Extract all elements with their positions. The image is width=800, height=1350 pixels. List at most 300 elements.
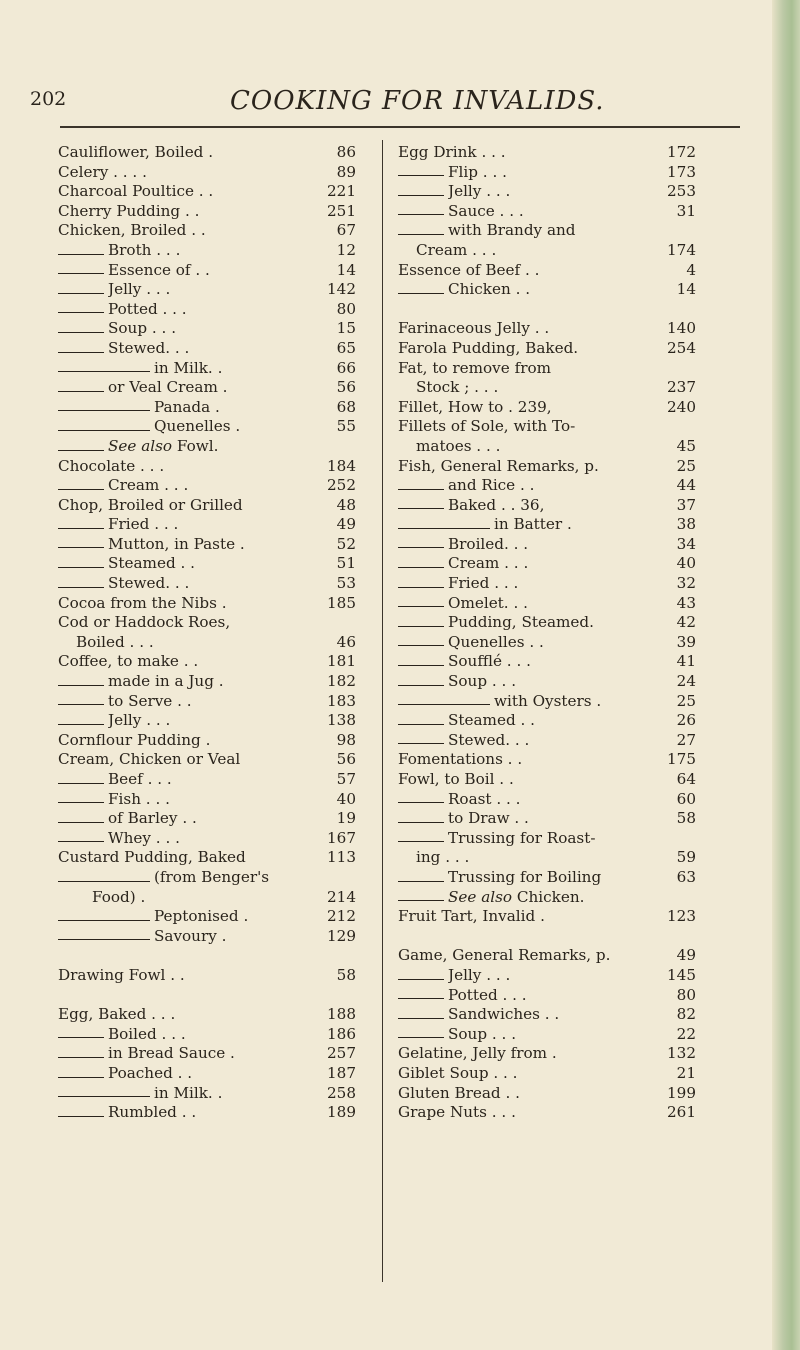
ditto-dash (58, 489, 104, 490)
entry-page: 55 (336, 417, 356, 436)
ditto-dash (398, 567, 444, 568)
entry-label: or Veal Cream . (108, 378, 228, 397)
running-head: COOKING FOR INVALIDS. (230, 86, 605, 116)
entry-label: Pudding, Steamed. (448, 613, 594, 632)
entry-label: Farola Pudding, Baked. (398, 338, 579, 357)
ditto-dash (58, 783, 104, 784)
entry-label: in Milk. . (154, 1083, 223, 1102)
entry-page: 89 (336, 162, 356, 181)
entry-label: Fish, General Remarks, p. (398, 456, 599, 475)
entry-label: Stock ; . . . (416, 378, 499, 397)
index-entry (398, 1064, 700, 1084)
index-entry (398, 946, 700, 966)
entry-page: 187 (327, 1063, 356, 1082)
entry-page: 65 (336, 338, 356, 357)
ditto-dash (58, 547, 104, 548)
header-rule (60, 126, 740, 128)
entry-page: 237 (667, 378, 696, 397)
entry-page: 27 (676, 730, 696, 749)
entry-page: 67 (336, 221, 356, 240)
index-entry (398, 1025, 700, 1045)
entry-label: ing . . . (416, 848, 470, 867)
index-entry (58, 182, 360, 202)
index-entry (58, 750, 360, 770)
index-entry (398, 770, 700, 790)
entry-label: Stewed. . . (448, 730, 530, 749)
column-divider (382, 140, 383, 1282)
entry-page: 212 (327, 907, 356, 926)
entry-label: Cream . . . (416, 240, 497, 259)
ditto-dash (58, 567, 104, 568)
index-entry (398, 163, 700, 183)
entry-page: 56 (336, 750, 356, 769)
entry-label: Cream . . . (108, 476, 189, 495)
index-entry (58, 711, 360, 731)
entry-label: Quenelles . (154, 417, 241, 436)
index-entry (58, 280, 360, 300)
index-entry (58, 261, 360, 281)
entry-label: Charcoal Poultice . . (58, 182, 214, 201)
index-entry (398, 574, 700, 594)
entry-label: in Batter . (494, 515, 572, 534)
entry-label: Roast . . . (448, 789, 521, 808)
ditto-dash (58, 1116, 104, 1117)
ditto-dash (58, 724, 104, 725)
entry-page: 43 (676, 593, 696, 612)
index-entry (58, 535, 360, 555)
ditto-dash (58, 587, 104, 588)
ditto-dash (58, 450, 104, 451)
entry-label: Potted . . . (108, 299, 187, 318)
ditto-dash (58, 312, 104, 313)
index-entry (58, 163, 360, 183)
index-entry (58, 848, 360, 868)
entry-page: 14 (336, 260, 356, 279)
entry-label: Peptonised . (154, 907, 249, 926)
entry-page: 40 (336, 789, 356, 808)
entry-page: 129 (327, 926, 356, 945)
index-gap (58, 986, 360, 1006)
index-entry (398, 398, 700, 418)
entry-page: 58 (336, 965, 356, 984)
index-entry (398, 417, 700, 437)
entry-page: 25 (676, 456, 696, 475)
entry-label: Giblet Soup . . . (398, 1063, 518, 1082)
entry-page: 60 (676, 789, 696, 808)
ditto-dash (58, 410, 150, 411)
index-entry (398, 457, 700, 477)
entry-page: 38 (676, 515, 696, 534)
page-header (30, 86, 750, 122)
ditto-dash (398, 587, 444, 588)
index-entry (58, 496, 360, 516)
index-entry (58, 554, 360, 574)
entry-page: 44 (676, 476, 696, 495)
ditto-dash (398, 979, 444, 980)
entry-label: (from Benger's (154, 867, 270, 886)
entry-page: 4 (686, 260, 696, 279)
entry-label: See also Fowl. (108, 436, 219, 455)
index-entry (58, 221, 360, 241)
index-entry (58, 1064, 360, 1084)
index-entry (398, 202, 700, 222)
index-entry (398, 261, 700, 281)
index-entry (398, 613, 700, 633)
entry-page: 173 (667, 162, 696, 181)
entry-label: Cornflour Pudding . (58, 730, 211, 749)
entry-label: Fomentations . . (398, 750, 523, 769)
entry-label: Jelly . . . (448, 965, 511, 984)
entry-label: Cocoa from the Nibs . (58, 593, 227, 612)
ditto-dash (398, 626, 444, 627)
entry-label: Beef . . . (108, 770, 172, 788)
entry-label: Fillet, How to . 239, (398, 397, 552, 416)
index-entry (58, 907, 360, 927)
entry-page: 45 (676, 436, 696, 455)
entry-page: 186 (327, 1024, 356, 1043)
index-column-left (58, 143, 360, 1123)
entry-label: Essence of . . (108, 260, 210, 279)
entry-page: 252 (327, 476, 356, 495)
ditto-dash (398, 802, 444, 803)
ditto-dash (398, 547, 444, 548)
entry-page: 140 (667, 319, 696, 338)
entry-label: Omelet. . . (448, 593, 528, 612)
entry-label: Mutton, in Paste . (108, 534, 245, 553)
index-entry (398, 731, 700, 751)
entry-label: Farinaceous Jelly . . (398, 319, 550, 338)
entry-page: 31 (676, 201, 696, 220)
entry-page: 167 (327, 828, 356, 847)
index-entry (58, 417, 360, 437)
index-entry (398, 888, 700, 908)
entry-label: Broiled. . . (448, 534, 529, 553)
entry-label: Cherry Pudding . . (58, 201, 200, 220)
index-entry (398, 750, 700, 770)
entry-page: 59 (676, 848, 696, 867)
entry-page: 41 (676, 652, 696, 671)
entry-label: Soup . . . (108, 319, 177, 338)
index-entry (398, 437, 700, 457)
entry-page: 188 (327, 1005, 356, 1024)
entry-page: 138 (327, 711, 356, 730)
entry-label: Chop, Broiled or Grilled (58, 495, 243, 514)
entry-page: 98 (336, 730, 356, 749)
index-gap (58, 946, 360, 966)
entry-page: 48 (336, 495, 356, 514)
entry-page: 80 (676, 985, 696, 1004)
ditto-dash (398, 724, 444, 725)
entry-page: 14 (676, 280, 696, 299)
index-entry (58, 594, 360, 614)
ditto-dash (398, 195, 444, 196)
entry-label: Jelly . . . (108, 711, 171, 730)
index-entry (58, 202, 360, 222)
entry-page: 39 (676, 632, 696, 651)
entry-page: 12 (336, 240, 356, 259)
entry-label: Cod or Haddock Roes, (58, 613, 231, 632)
ditto-dash (398, 175, 444, 176)
index-entry (58, 319, 360, 339)
entry-page: 253 (667, 182, 696, 201)
entry-label: Fried . . . (108, 515, 179, 534)
entry-label: Gelatine, Jelly from . (398, 1044, 557, 1063)
entry-label: Cream . . . (448, 554, 529, 573)
entry-page: 82 (676, 1005, 696, 1024)
entry-page: 184 (327, 456, 356, 475)
index-entry (58, 339, 360, 359)
index-gap (398, 927, 700, 947)
entry-page: 21 (676, 1063, 696, 1082)
entry-page: 261 (667, 1103, 696, 1122)
index-entry (398, 319, 700, 339)
index-entry (58, 457, 360, 477)
index-entry (58, 1025, 360, 1045)
ditto-dash (58, 881, 150, 882)
ditto-dash (398, 1018, 444, 1019)
entry-page: 42 (676, 613, 696, 632)
entry-page: 56 (336, 378, 356, 397)
index-entry (398, 1103, 700, 1123)
index-entry (58, 300, 360, 320)
entry-label: Cream, Chicken or Veal (58, 750, 241, 769)
entry-page: 254 (667, 338, 696, 357)
entry-label: Coffee, to make . . (58, 652, 199, 671)
index-entry (398, 986, 700, 1006)
entry-page: 53 (336, 574, 356, 593)
index-entry (58, 790, 360, 810)
entry-page: 49 (676, 946, 696, 965)
ditto-dash (58, 1037, 104, 1038)
ditto-dash (58, 1077, 104, 1078)
index-entry (58, 1005, 360, 1025)
entry-label: Egg, Baked . . . (58, 1005, 176, 1024)
entry-label: Trussing for Roast- (448, 828, 596, 847)
index-entry (58, 927, 360, 947)
entry-label: in Bread Sauce . (108, 1044, 235, 1063)
entry-label: Baked . . 36, (448, 495, 545, 514)
entry-label: Cauliflower, Boiled . (58, 143, 214, 161)
entry-page: 113 (327, 848, 356, 867)
ditto-dash (58, 939, 150, 940)
entry-label: Poached . . (108, 1063, 193, 1082)
ditto-dash (398, 645, 444, 646)
entry-label: Chicken, Broiled . . (58, 221, 206, 240)
ditto-dash (398, 665, 444, 666)
entry-label: Grape Nuts . . . (398, 1103, 516, 1122)
ditto-dash (398, 214, 444, 215)
page-edge (772, 0, 800, 1350)
entry-page: 189 (327, 1103, 356, 1122)
entry-label: Soup . . . (448, 672, 517, 691)
index-entry (398, 692, 700, 712)
index-entry (398, 966, 700, 986)
entry-label: Chicken . . (448, 280, 531, 299)
ditto-dash (58, 371, 150, 372)
index-entry (398, 476, 700, 496)
index-column-right (398, 143, 700, 1123)
index-entry (58, 770, 360, 790)
entry-page: 172 (667, 143, 696, 161)
ditto-dash (58, 528, 104, 529)
index-entry (398, 1084, 700, 1104)
entry-page: 185 (327, 593, 356, 612)
index-entry (58, 241, 360, 261)
index-entry (398, 594, 700, 614)
ditto-dash (398, 508, 444, 509)
ditto-dash (58, 293, 104, 294)
ditto-dash (398, 685, 444, 686)
entry-page: 15 (336, 319, 356, 338)
entry-page: 257 (327, 1044, 356, 1063)
index-gap (398, 300, 700, 320)
entry-label: matoes . . . (416, 436, 501, 455)
index-entry (398, 711, 700, 731)
index-entry (58, 633, 360, 653)
index-entry (58, 378, 360, 398)
entry-label: Sandwiches . . (448, 1005, 560, 1024)
entry-label: Jelly . . . (108, 280, 171, 299)
entry-label: with Brandy and (448, 221, 576, 240)
ditto-dash (398, 293, 444, 294)
entry-label: Boiled . . . (108, 1024, 186, 1043)
entry-label: Soup . . . (448, 1024, 517, 1043)
entry-label: Custard Pudding, Baked (58, 848, 246, 867)
entry-page: 26 (676, 711, 696, 730)
entry-page: 34 (676, 534, 696, 553)
entry-label: Drawing Fowl . . (58, 965, 185, 984)
index-entry (398, 848, 700, 868)
index-entry (398, 241, 700, 261)
entry-page: 80 (336, 299, 356, 318)
entry-label: Steamed . . (108, 554, 195, 573)
entry-page: 251 (327, 201, 356, 220)
index-entry (58, 143, 360, 163)
index-entry (58, 888, 360, 908)
entry-label: Broth . . . (108, 240, 181, 259)
entry-label: Fat, to remove from (398, 358, 552, 377)
entry-label: and Rice . . (448, 476, 535, 495)
index-entry (398, 907, 700, 927)
index-entry (58, 437, 360, 457)
ditto-dash (398, 704, 490, 705)
ditto-dash (58, 841, 104, 842)
ditto-dash (398, 489, 444, 490)
entry-label: Egg Drink . . . (398, 143, 506, 161)
entry-label: Quenelles . . (448, 632, 544, 651)
entry-page: 57 (336, 770, 356, 788)
index-entry (398, 554, 700, 574)
entry-page: 221 (327, 182, 356, 201)
index-entry (58, 868, 360, 888)
index-entry (398, 829, 700, 849)
ditto-dash (398, 1037, 444, 1038)
ditto-dash (58, 685, 104, 686)
entry-label: Fillets of Sole, with To- (398, 417, 576, 436)
index-entry (398, 515, 700, 535)
ditto-dash (398, 900, 444, 901)
index-entry (398, 280, 700, 300)
index-entry (58, 613, 360, 633)
ditto-dash (398, 234, 444, 235)
index-entry (58, 515, 360, 535)
index-entry (58, 476, 360, 496)
index-entry (58, 398, 360, 418)
index-entry (398, 868, 700, 888)
page-number: 202 (30, 88, 67, 110)
entry-page: 40 (676, 554, 696, 573)
entry-label: Chocolate . . . (58, 456, 165, 475)
entry-label: in Milk. . (154, 358, 223, 377)
ditto-dash (58, 254, 104, 255)
index-entry (398, 496, 700, 516)
index-entry (58, 692, 360, 712)
entry-label: Boiled . . . (76, 632, 154, 651)
index-entry (58, 809, 360, 829)
ditto-dash (58, 704, 104, 705)
index-entry (58, 829, 360, 849)
entry-page: 142 (327, 280, 356, 299)
entry-page: 49 (336, 515, 356, 534)
entry-label: of Barley . . (108, 809, 197, 828)
index-entry (58, 359, 360, 379)
entry-page: 66 (336, 358, 356, 377)
entry-page: 24 (676, 672, 696, 691)
ditto-dash (398, 822, 444, 823)
entry-label: Trussing for Boiling (448, 867, 602, 886)
ditto-dash (58, 822, 104, 823)
entry-page: 22 (676, 1024, 696, 1043)
entry-label: Savoury . (154, 926, 227, 945)
entry-label: Celery . . . . (58, 162, 147, 181)
index-entry (398, 378, 700, 398)
entry-label: Fish . . . (108, 789, 170, 808)
index-entry (398, 633, 700, 653)
ditto-dash (58, 920, 150, 921)
entry-label: made in a Jug . (108, 672, 224, 691)
entry-label: Fried . . . (448, 574, 519, 593)
ditto-dash (58, 352, 104, 353)
entry-page: 63 (676, 867, 696, 886)
entry-label: Fowl, to Boil . . (398, 770, 514, 788)
index-entry (398, 790, 700, 810)
entry-page: 32 (676, 574, 696, 593)
entry-label: Whey . . . (108, 828, 180, 847)
entry-page: 25 (676, 691, 696, 710)
ditto-dash (58, 430, 150, 431)
entry-page: 145 (667, 965, 696, 984)
index-entry (398, 359, 700, 379)
entry-label: Steamed . . (448, 711, 535, 730)
entry-page: 199 (667, 1083, 696, 1102)
entry-label: Panada . (154, 397, 220, 416)
index-entry (398, 143, 700, 163)
entry-label: Soufflé . . . (448, 652, 531, 671)
index-entry (398, 221, 700, 241)
entry-page: 182 (327, 672, 356, 691)
entry-label: Essence of Beef . . (398, 260, 540, 279)
entry-page: 46 (336, 632, 356, 651)
entry-page: 132 (667, 1044, 696, 1063)
ditto-dash (58, 802, 104, 803)
index-entry (58, 672, 360, 692)
see-also-italic: See also (108, 436, 173, 455)
entry-label: Fruit Tart, Invalid . (398, 907, 545, 926)
entry-label: See also Chicken. (448, 887, 585, 906)
entry-page: 19 (336, 809, 356, 828)
entry-page: 123 (667, 907, 696, 926)
index-entry (58, 652, 360, 672)
